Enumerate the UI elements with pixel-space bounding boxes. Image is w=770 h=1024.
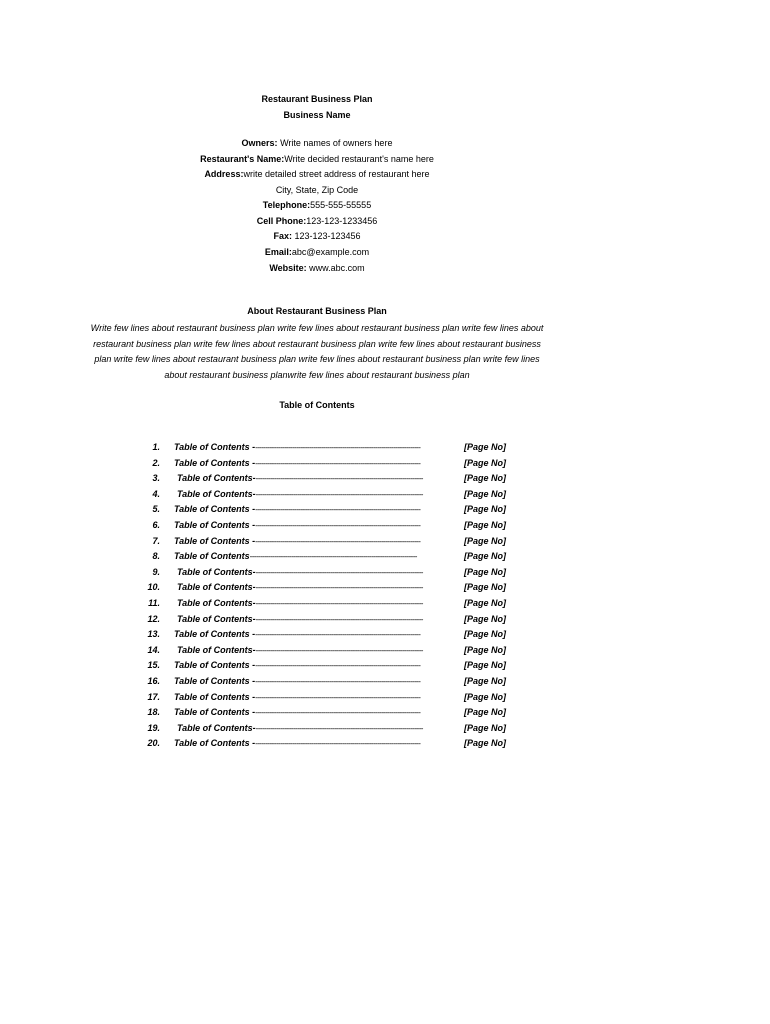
toc-entry-leader: -------------------------------------------------------------------------------- <box>255 708 421 718</box>
toc-entry <box>140 645 506 659</box>
email-line <box>0 246 634 258</box>
toc-entry-number: 4. <box>152 488 160 499</box>
toc-entry-title: Table of Contents- <box>177 598 256 608</box>
toc-entry-number: 5. <box>152 504 160 515</box>
toc-entry-number: 1. <box>152 442 160 452</box>
toc-entry <box>140 536 506 550</box>
toc-entry-page: [Page No] <box>463 535 506 546</box>
toc-entry <box>140 707 506 721</box>
city-state-zip-value: City, State, Zip Code <box>275 185 359 195</box>
telephone-line <box>0 199 634 211</box>
toc-entry-page: [Page No] <box>463 551 506 562</box>
toc-entry-leader: --------------------------------------------------------------------------------- <box>249 552 417 562</box>
toc-entry <box>140 738 506 752</box>
email-value: abc@example.com <box>291 247 370 257</box>
address-label: Address: <box>204 169 244 179</box>
toc-entry-page: [Page No] <box>463 707 506 718</box>
toc-entry-leader: -------------------------------------------------------------------------------- <box>255 521 421 530</box>
toc-entry-number: 6. <box>152 520 160 530</box>
toc-entry <box>140 614 506 628</box>
toc-entry-page: [Page No] <box>463 488 506 499</box>
toc-entry-title: Table of Contents- <box>177 722 256 733</box>
toc-entry <box>140 458 506 472</box>
toc-entry-title: Table of Contents - <box>174 442 256 452</box>
toc-entry-leader: -------------------------------------------------------------------------------- <box>255 661 421 671</box>
toc-entry-number: 13. <box>147 629 160 640</box>
toc-entry <box>140 692 506 706</box>
toc-entry-number: 3. <box>152 473 160 484</box>
document-title: Restaurant Business Plan <box>261 94 373 104</box>
toc-entry <box>140 504 506 518</box>
toc-entry-number: 17. <box>147 691 160 702</box>
toc-entry-leader: --------------------------------------------------------------------------------- <box>255 599 423 608</box>
toc-entry-leader: -------------------------------------------------------------------------------- <box>255 630 421 640</box>
toc-entry-number: 9. <box>152 566 160 577</box>
toc-entry-title: Table of Contents - <box>174 457 256 468</box>
toc-entry-title: Table of Contents- <box>177 582 256 593</box>
toc-entry-title: Table of Contents - <box>174 676 256 686</box>
toc-entry-title: Table of Contents - <box>174 629 256 640</box>
toc-entry-title: Table of Contents - <box>174 660 256 671</box>
toc-entry <box>140 629 506 643</box>
toc-entry-number: 19. <box>147 722 160 733</box>
toc-entry-leader: -------------------------------------------------------------------------------- <box>255 536 421 546</box>
toc-entry-title: Table of Contents- <box>177 566 256 577</box>
restaurant-name-label: Restaurant's Name: <box>200 154 285 164</box>
toc-entry-title: Table of Contents- <box>177 613 256 624</box>
toc-entry-number: 18. <box>147 707 160 718</box>
toc-entry-page: [Page No] <box>463 691 506 702</box>
address-value: write detailed street address of restaurant here <box>243 169 430 179</box>
toc-entry-page: [Page No] <box>463 613 506 624</box>
cell-phone-value: 123-123-1233456 <box>306 216 378 226</box>
toc-entry-number: 15. <box>147 660 160 671</box>
toc-entry-leader: -------------------------------------------------------------------------------- <box>255 458 421 468</box>
toc-entry-page: [Page No] <box>463 629 506 640</box>
toc-entry-title: Table of Contents- <box>177 488 256 499</box>
toc-entry-page: [Page No] <box>463 504 506 515</box>
toc-entry-title: Table of Contents <box>174 551 250 562</box>
about-paragraph: Write few lines about restaurant business plan write few lines about restaurant business plan write few lines about restaurant business plan write few lines about restaurant business plan write few lines about restaurant business plan write few lines about restaurant business plan write few lines about restaurant business plan write few lines about restaurant business planwrite few lines about restaurant business plan <box>90 323 544 380</box>
fax-line <box>0 230 634 242</box>
toc-entry-title: Table of Contents- <box>177 473 256 484</box>
toc-entry-leader: -------------------------------------------------------------------------------- <box>255 505 421 515</box>
website-line <box>0 262 634 274</box>
toc-entry-number: 11. <box>148 598 160 608</box>
toc-entry-leader: -------------------------------------------------------------------------------- <box>255 692 421 702</box>
toc-entry-number: 8. <box>152 551 160 562</box>
toc-entry-title: Table of Contents - <box>174 504 256 515</box>
toc-entry-leader: -------------------------------------------------------------------------------- <box>255 443 421 452</box>
toc-entry-number: 7. <box>152 535 160 546</box>
toc-entry <box>140 582 506 596</box>
toc-entry <box>140 660 506 674</box>
toc-entry-number: 2. <box>152 457 160 468</box>
toc-entry-page: [Page No] <box>463 660 506 671</box>
fax-value: 123-123-123456 <box>291 231 361 241</box>
toc-entry-page: [Page No] <box>463 566 506 577</box>
toc-entry-leader: --------------------------------------------------------------------------------- <box>255 474 423 484</box>
toc-entry-page: [Page No] <box>463 457 506 468</box>
website-label: Website: <box>269 263 307 273</box>
toc-entry-title: Table of Contents - <box>174 738 256 749</box>
toc-entry-page: [Page No] <box>463 582 506 593</box>
toc-entry-title: Table of Contents- <box>177 644 256 655</box>
toc-heading: Table of Contents <box>279 400 355 410</box>
toc-entry-number: 12. <box>147 613 160 624</box>
toc-entry-number: 14. <box>147 644 160 655</box>
toc-entry-leader: --------------------------------------------------------------------------------- <box>255 614 423 624</box>
cell-phone-line <box>0 215 634 227</box>
toc-entry <box>140 551 506 565</box>
about-heading: About Restaurant Business Plan <box>247 306 387 316</box>
toc-entry-title: Table of Contents - <box>174 520 256 530</box>
telephone-label: Telephone: <box>262 200 311 210</box>
toc-entry-page: [Page No] <box>463 738 506 749</box>
restaurant-name-value: Write decided restaurant's name here <box>284 154 434 164</box>
website-value: www.abc.com <box>306 263 365 273</box>
toc-entry-leader: -------------------------------------------------------------------------------- <box>255 739 421 749</box>
toc-entry <box>140 598 506 612</box>
telephone-value: 555-555-55555 <box>310 200 372 210</box>
toc-entry-title: Table of Contents - <box>174 691 256 702</box>
toc-entry-page: [Page No] <box>463 676 506 686</box>
email-label: Email: <box>264 247 292 257</box>
toc-entry-title: Table of Contents - <box>174 707 256 718</box>
business-name: Business Name <box>283 110 351 120</box>
toc-entry-page: [Page No] <box>463 520 506 530</box>
fax-label: Fax: <box>273 231 292 241</box>
toc-entry <box>140 473 506 487</box>
owners-line <box>0 137 634 149</box>
toc-entry-leader: --------------------------------------------------------------------------------- <box>255 567 423 577</box>
toc-entry <box>140 567 506 581</box>
toc-entry-page: [Page No] <box>463 644 506 655</box>
address-line <box>0 168 634 180</box>
toc-entry <box>140 723 506 737</box>
toc-entry-number: 16. <box>147 676 160 686</box>
toc-entry-leader: --------------------------------------------------------------------------------- <box>255 489 423 499</box>
toc-entry-title: Table of Contents - <box>174 535 256 546</box>
city-state-zip-line <box>0 184 634 196</box>
toc-entry <box>140 676 506 690</box>
toc-entry-page: [Page No] <box>463 442 506 452</box>
toc-entry-page: [Page No] <box>463 722 506 733</box>
restaurant-name-line <box>0 153 634 165</box>
toc-entry-number: 10. <box>147 582 160 593</box>
owners-value: Write names of owners here <box>277 138 393 148</box>
owners-label: Owners: <box>241 138 278 148</box>
toc-entry <box>140 489 506 503</box>
toc-entry-leader: --------------------------------------------------------------------------------- <box>255 723 423 733</box>
toc-entry-leader: --------------------------------------------------------------------------------- <box>255 583 423 593</box>
toc-entry <box>140 442 506 456</box>
toc-entry-leader: -------------------------------------------------------------------------------- <box>255 677 421 686</box>
toc-entry <box>140 520 506 534</box>
toc-entry-leader: --------------------------------------------------------------------------------- <box>255 645 423 655</box>
toc-entry-number: 20. <box>147 738 160 749</box>
toc-entry-page: [Page No] <box>463 473 506 484</box>
cell-phone-label: Cell Phone: <box>256 216 307 226</box>
toc-entry-page: [Page No] <box>463 598 506 608</box>
